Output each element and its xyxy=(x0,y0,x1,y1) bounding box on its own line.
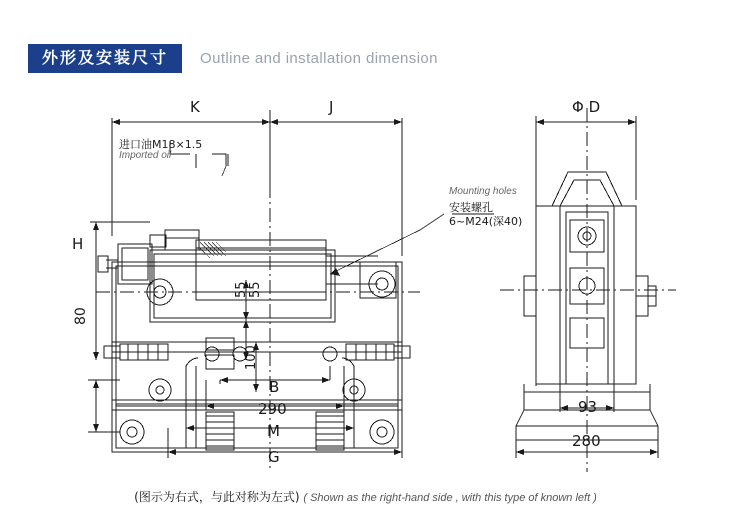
dim-label-100: 100 xyxy=(244,345,259,370)
drawing-svg xyxy=(0,80,731,500)
dim-label-M: M xyxy=(267,422,280,440)
figure-caption xyxy=(0,488,731,505)
dim-label-J: J xyxy=(329,98,334,116)
dim-label-G: G xyxy=(268,448,280,466)
dim-label-280: 280 xyxy=(572,432,601,450)
dim-label-93: 93 xyxy=(578,398,598,416)
front-view-body xyxy=(98,230,402,410)
annotation-mounting-spec: 6~M24(深40) xyxy=(449,215,523,228)
section-header xyxy=(28,44,438,73)
technical-drawing xyxy=(0,80,731,500)
figure-caption-en: ( Shown as the right-hand side , with this type of known left ) xyxy=(303,492,597,504)
front-view-base xyxy=(112,358,402,452)
annotation-inlet-cn: 进口油M18×1.5 xyxy=(119,138,203,151)
section-title-cn: 外形及安装尺寸 xyxy=(28,44,182,73)
figure-caption-cn: (图示为右式，与此对称为左式) xyxy=(134,490,300,504)
dim-label-55-upper: 55 xyxy=(234,281,249,298)
dim-label-B: B xyxy=(269,378,280,396)
dim-label-H: H xyxy=(72,235,84,253)
side-view-centerlines xyxy=(500,108,676,472)
dim-label-phi-D: Φ D xyxy=(572,98,601,116)
section-title-en: Outline and installation dimension xyxy=(200,50,438,67)
annotation-mounting-en: Mounting holes xyxy=(449,186,517,197)
dim-label-55-lower: 55 xyxy=(248,281,263,298)
front-view-centerlines xyxy=(96,184,420,472)
dim-label-290: 290 xyxy=(258,400,287,418)
front-view-holes xyxy=(205,347,337,361)
annotation-inlet-en: Imported oil xyxy=(119,150,172,161)
dim-label-K: K xyxy=(190,98,200,116)
annotation-mounting-cn: 安装螺孔 xyxy=(449,201,493,214)
dim-label-80: 80 xyxy=(73,307,89,325)
